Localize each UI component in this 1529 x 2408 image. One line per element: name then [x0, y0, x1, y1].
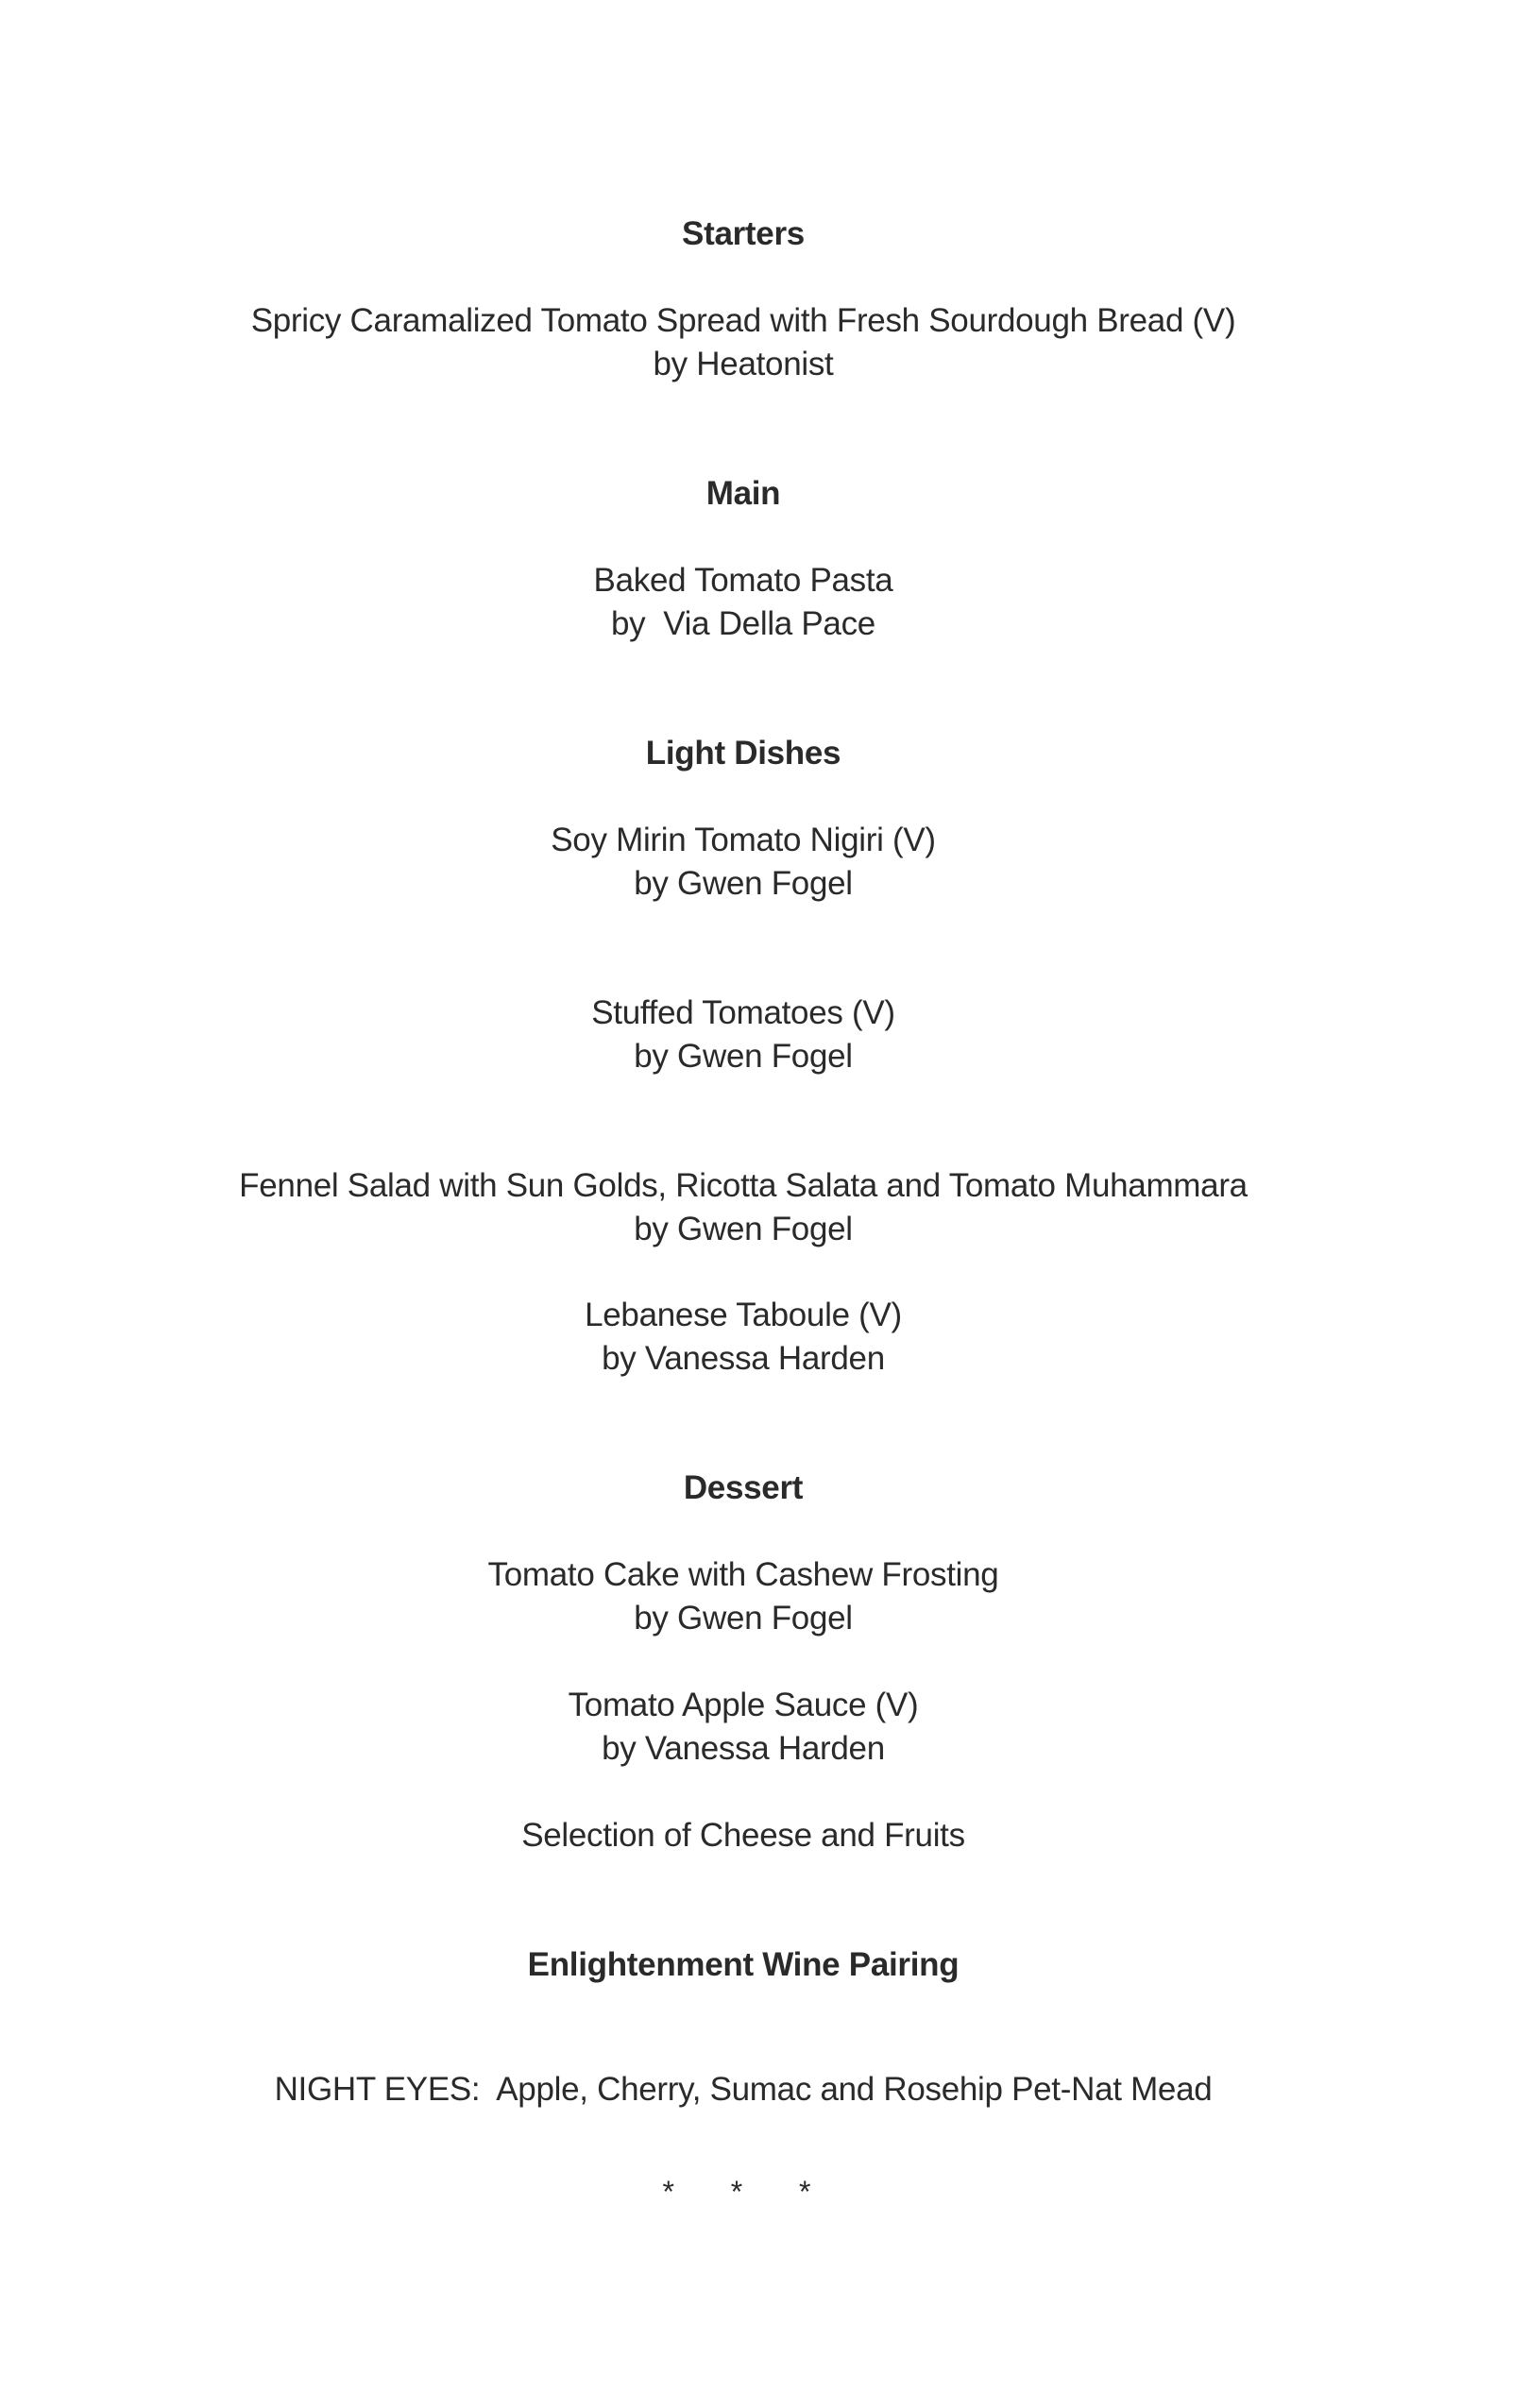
- menu-item-credit: by Via Della Pace: [611, 605, 875, 642]
- section-heading-light-dishes: Light Dishes: [645, 735, 841, 772]
- menu-item-name: Stuffed Tomatoes (V): [591, 994, 895, 1031]
- menu-item-credit: by Gwen Fogel: [634, 1038, 853, 1075]
- menu-item-name: Spricy Caramalized Tomato Spread with Fresh Sourdough Bread (V): [250, 302, 1236, 339]
- menu-item-name: Tomato Cake with Cashew Frosting: [487, 1556, 999, 1593]
- menu-item-credit: by Gwen Fogel: [634, 1211, 853, 1247]
- section-heading-wine-pairing: Enlightenment Wine Pairing: [527, 1946, 960, 1983]
- menu-item-name: Tomato Apple Sauce (V): [568, 1687, 919, 1723]
- menu-item-credit: by Vanessa Harden: [602, 1340, 885, 1377]
- menu-item-name: Selection of Cheese and Fruits: [521, 1817, 965, 1854]
- menu-item-credit: by Gwen Fogel: [634, 1600, 853, 1636]
- menu-item-name: Baked Tomato Pasta: [593, 562, 893, 599]
- footer-asterisks: * * *: [662, 2175, 824, 2209]
- menu-item-credit: by Vanessa Harden: [602, 1730, 885, 1767]
- menu-item-credit: by Gwen Fogel: [634, 865, 853, 902]
- menu-item-name: Soy Mirin Tomato Nigiri (V): [551, 822, 936, 858]
- section-heading-main: Main: [705, 475, 781, 512]
- menu-item-name: Fennel Salad with Sun Golds, Ricotta Salata and Tomato Muhammara: [239, 1167, 1248, 1204]
- wine-item: NIGHT EYES: Apple, Cherry, Sumac and Rosehip Pet-Nat Mead: [274, 2071, 1213, 2108]
- section-heading-dessert: Dessert: [683, 1469, 804, 1506]
- section-heading-starters: Starters: [682, 215, 805, 252]
- menu-item-name: Lebanese Taboule (V): [585, 1297, 902, 1333]
- menu-item-credit: by Heatonist: [653, 346, 834, 382]
